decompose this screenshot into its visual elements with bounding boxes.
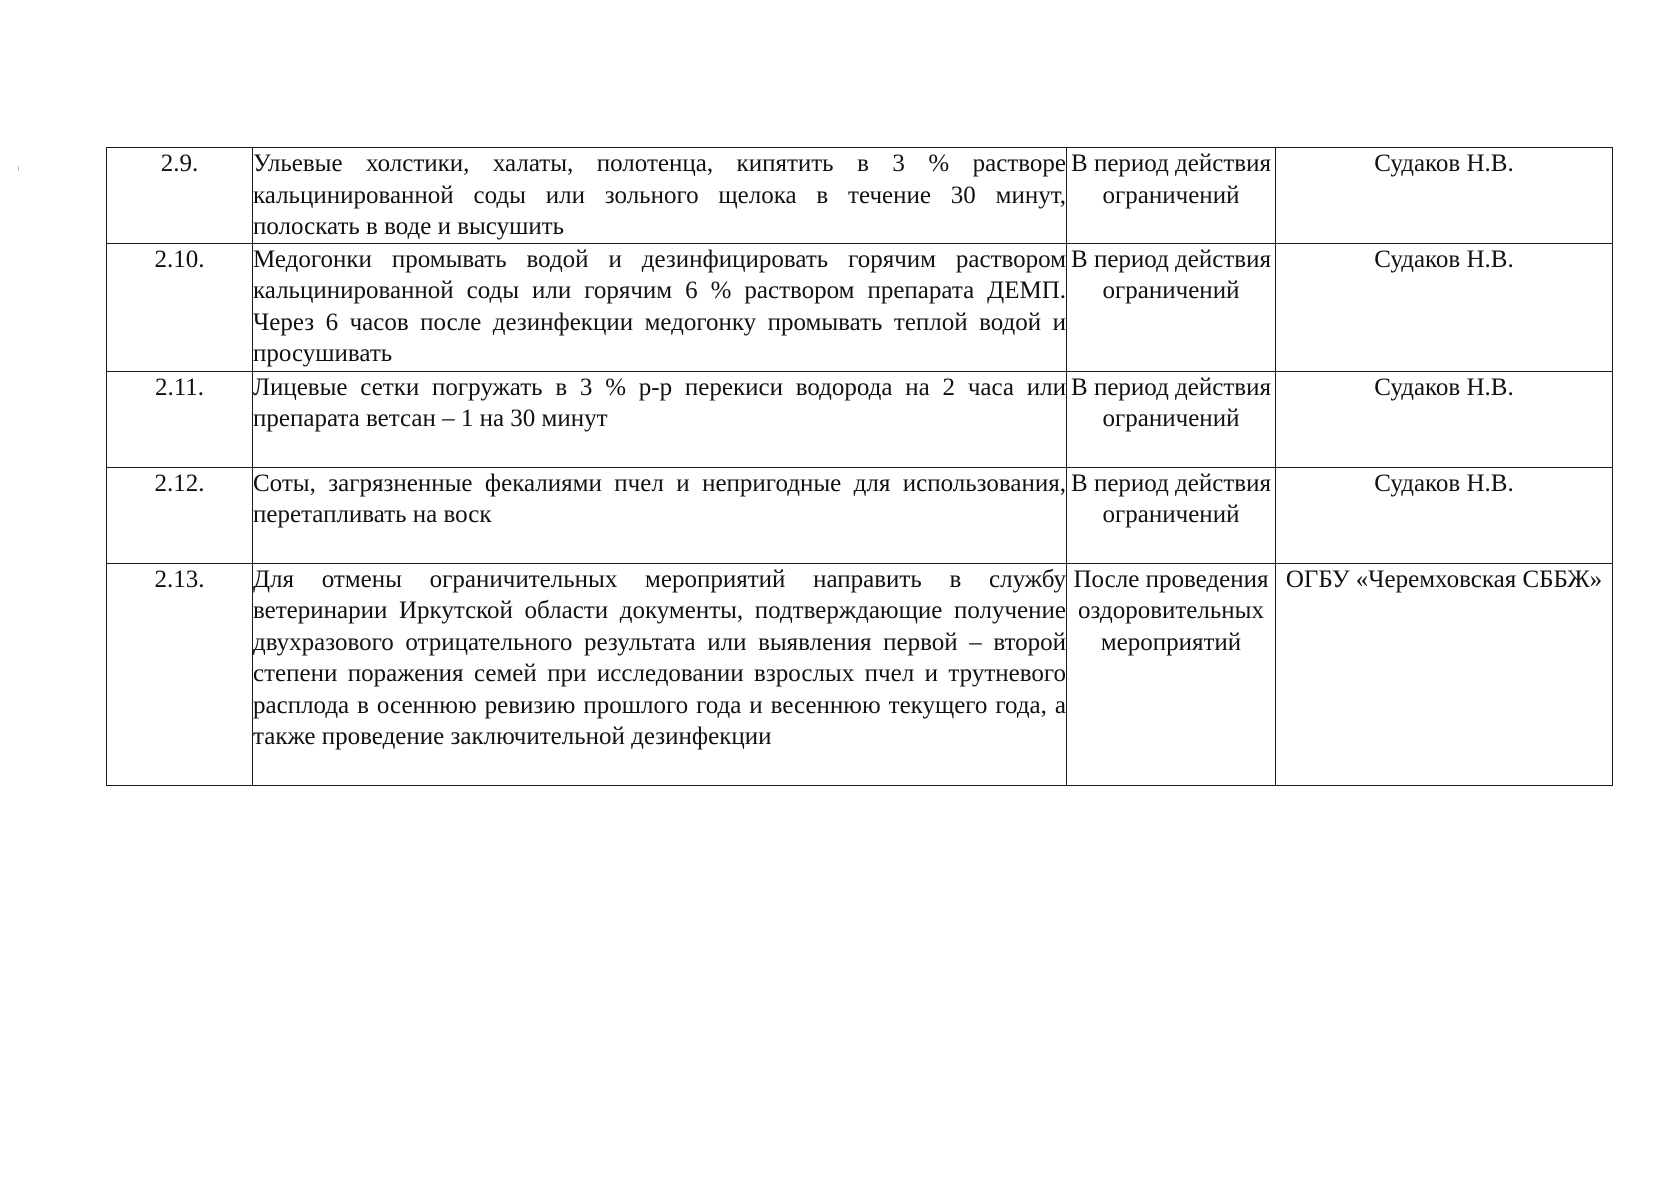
- measure-description: Лицевые сетки погружать в 3 % р-р перекиси водорода на 2 часа или препарата ветсан – 1 на 30 минут: [253, 371, 1067, 467]
- measure-term: В период действия ограничений: [1067, 148, 1276, 244]
- table-row: [107, 371, 1613, 467]
- measure-description: Для отмены ограничительных мероприятий направить в службу ветеринарии Иркутской области документы, подтверждающие получение двухразового отрицательного результата или выявления первой – второй степени поражения семей при исследовании взрослых пчел и трутневого расплода в осеннюю ревизию прошлого года и весеннюю текущего года, а также проведение заключительной дезинфекции: [253, 563, 1067, 785]
- measure-term: В период действия ограничений: [1067, 243, 1276, 371]
- table-row: [107, 467, 1613, 563]
- measure-responsible: Судаков Н.В.: [1276, 371, 1613, 467]
- table-row: [107, 148, 1613, 244]
- measure-term: После проведения оздоровительных мероприятий: [1067, 563, 1276, 785]
- item-number: 2.10.: [107, 243, 253, 371]
- scan-mark: [18, 166, 19, 171]
- measure-responsible: Судаков Н.В.: [1276, 467, 1613, 563]
- measure-responsible: Судаков Н.В.: [1276, 148, 1613, 244]
- measures-table: [106, 147, 1613, 786]
- measure-description: Медогонки промывать водой и дезинфицировать горячим раствором кальцинированной соды или горячим 6 % раствором препарата ДЕМП. Через 6 часов после дезинфекции медогонку промывать теплой водой и просушивать: [253, 243, 1067, 371]
- item-number: 2.13.: [107, 563, 253, 785]
- measure-term: В период действия ограничений: [1067, 467, 1276, 563]
- measure-responsible: Судаков Н.В.: [1276, 243, 1613, 371]
- measure-description: Соты, загрязненные фекалиями пчел и непригодные для использования, перетапливать на воск: [253, 467, 1067, 563]
- measure-responsible: ОГБУ «Черемховская СББЖ»: [1276, 563, 1613, 785]
- item-number: 2.11.: [107, 371, 253, 467]
- measure-description: Ульевые холстики, халаты, полотенца, кипятить в 3 % растворе кальцинированной соды или зольного щелока в течение 30 минут, полоскать в воде и высушить: [253, 148, 1067, 244]
- item-number: 2.12.: [107, 467, 253, 563]
- table-row: [107, 243, 1613, 371]
- measure-term: В период действия ограничений: [1067, 371, 1276, 467]
- table-row: [107, 563, 1613, 785]
- item-number: 2.9.: [107, 148, 253, 244]
